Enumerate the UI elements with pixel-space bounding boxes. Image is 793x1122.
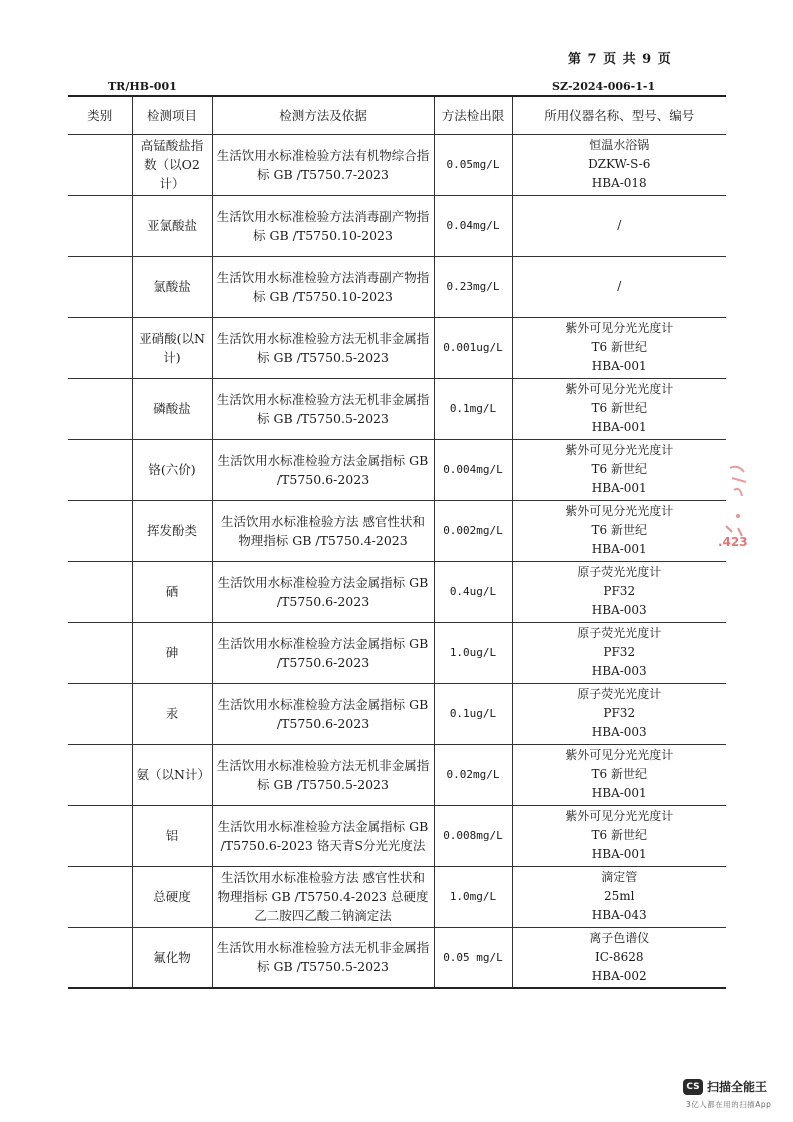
header-limit: 方法检出限 — [434, 96, 512, 134]
instrument-line: 原子荧光光度计 — [577, 687, 662, 701]
instrument-line: HBA-001 — [591, 481, 647, 495]
instrument-line: 紫外可见分光光度计 — [565, 748, 674, 762]
cell-item: 硒 — [132, 561, 212, 622]
instrument-line: DZKW-S-6 — [588, 157, 651, 171]
table-row — [68, 256, 726, 317]
cell-item: 高锰酸盐指数（以O2计） — [132, 134, 212, 195]
cell-instrument — [512, 195, 726, 256]
cell-category — [68, 927, 132, 988]
cell-item: 砷 — [132, 622, 212, 683]
cell-instrument — [512, 378, 726, 439]
cell-limit: 1.0ug/L — [434, 622, 512, 683]
report-number: SZ-2024-006-1-1 — [552, 80, 656, 93]
cell-limit: 0.008mg/L — [434, 805, 512, 866]
test-methods-table — [68, 95, 726, 989]
cell-category — [68, 622, 132, 683]
cell-limit: 0.4ug/L — [434, 561, 512, 622]
cell-method: 生活饮用水标准检验方法 感官性状和物理指标 GB /T5750.4-2023 — [212, 500, 434, 561]
cell-item: 磷酸盐 — [132, 378, 212, 439]
instrument-line: HBA-001 — [591, 786, 647, 800]
cell-category — [68, 500, 132, 561]
document-code: TR/HB-001 — [108, 80, 177, 93]
cell-item: 氯酸盐 — [132, 256, 212, 317]
cell-limit: 0.001ug/L — [434, 317, 512, 378]
instrument-line: T6 新世纪 — [591, 462, 647, 476]
page-number: 第 7 页 共 9 页 — [568, 52, 672, 67]
instrument-line: 紫外可见分光光度计 — [565, 321, 674, 335]
cell-category — [68, 744, 132, 805]
cell-method: 生活饮用水标准检验方法无机非金属指标 GB /T5750.5-2023 — [212, 927, 434, 988]
table-header-row — [68, 96, 726, 134]
cell-category — [68, 866, 132, 927]
instrument-line: T6 新世纪 — [591, 340, 647, 354]
instrument-line: PF32 — [603, 584, 636, 598]
cell-item: 铝 — [132, 805, 212, 866]
instrument-line: T6 新世纪 — [591, 767, 647, 781]
instrument-line: 紫外可见分光光度计 — [565, 809, 674, 823]
cell-instrument — [512, 744, 726, 805]
header-category: 类别 — [68, 96, 132, 134]
instrument-line: 原子荧光光度计 — [577, 565, 662, 579]
header-instrument: 所用仪器名称、型号、编号 — [512, 96, 726, 134]
instrument-line: 紫外可见分光光度计 — [565, 504, 674, 518]
instrument-line: 原子荧光光度计 — [577, 626, 662, 640]
cell-method: 生活饮用水标准检验方法有机物综合指标 GB /T5750.7-2023 — [212, 134, 434, 195]
cell-item: 亚氯酸盐 — [132, 195, 212, 256]
cell-item: 铬(六价) — [132, 439, 212, 500]
instrument-line: PF32 — [603, 706, 636, 720]
cs-logo-icon: CS — [683, 1079, 703, 1095]
table-row — [68, 439, 726, 500]
cell-instrument — [512, 256, 726, 317]
scanner-app-logo — [683, 1078, 767, 1095]
header-item: 检测项目 — [132, 96, 212, 134]
instrument-line: HBA-001 — [591, 542, 647, 556]
cell-method: 生活饮用水标准检验方法金属指标 GB /T5750.6-2023 — [212, 683, 434, 744]
cell-limit: 0.002mg/L — [434, 500, 512, 561]
cell-category — [68, 256, 132, 317]
cell-limit: 1.0mg/L — [434, 866, 512, 927]
cell-method: 生活饮用水标准检验方法消毒副产物指标 GB /T5750.10-2023 — [212, 195, 434, 256]
instrument-line: 紫外可见分光光度计 — [565, 443, 674, 457]
cell-category — [68, 378, 132, 439]
logo-tagline: 3亿人都在用的扫描App — [686, 1100, 772, 1109]
logo-name: 扫描全能王 — [707, 1080, 768, 1094]
cell-limit: 0.004mg/L — [434, 439, 512, 500]
instrument-line: / — [617, 279, 622, 293]
cell-instrument — [512, 683, 726, 744]
cell-method: 生活饮用水标准检验方法消毒副产物指标 GB /T5750.10-2023 — [212, 256, 434, 317]
cell-instrument — [512, 927, 726, 988]
table-row — [68, 195, 726, 256]
cell-limit: 0.02mg/L — [434, 744, 512, 805]
instrument-line: IC-8628 — [594, 949, 644, 964]
instrument-line: 恒温水浴锅 — [589, 138, 650, 152]
cell-limit: 0.05 mg/L — [434, 927, 512, 988]
cell-category — [68, 439, 132, 500]
cell-method: 生活饮用水标准检验方法无机非金属指标 GB /T5750.5-2023 — [212, 378, 434, 439]
instrument-line: HBA-003 — [591, 725, 647, 739]
table-row — [68, 805, 726, 866]
table-row — [68, 561, 726, 622]
table-row — [68, 134, 726, 195]
table-row — [68, 622, 726, 683]
instrument-line: HBA-003 — [591, 664, 647, 678]
instrument-line: T6 新世纪 — [591, 828, 647, 842]
cell-limit: 0.1ug/L — [434, 683, 512, 744]
cell-method: 生活饮用水标准检验方法金属指标 GB /T5750.6-2023 — [212, 622, 434, 683]
table-row — [68, 500, 726, 561]
cell-category — [68, 561, 132, 622]
cell-item: 亚硝酸(以N计) — [132, 317, 212, 378]
svg-text:.423: .423 — [718, 535, 748, 549]
table-row — [68, 378, 726, 439]
cell-instrument — [512, 561, 726, 622]
cell-item: 汞 — [132, 683, 212, 744]
table-row — [68, 317, 726, 378]
cell-instrument — [512, 866, 726, 927]
red-stamp-fragment — [708, 458, 768, 558]
instrument-line: HBA-001 — [591, 359, 647, 373]
cell-instrument — [512, 439, 726, 500]
cell-method: 生活饮用水标准检验方法 感官性状和物理指标 GB /T5750.4-2023 总硬度乙二胺四乙酸二钠滴定法 — [212, 866, 434, 927]
cell-method: 生活饮用水标准检验方法金属指标 GB /T5750.6-2023 铬天青S分光光度法 — [212, 805, 434, 866]
instrument-line: T6 新世纪 — [591, 523, 647, 537]
instrument-line: 滴定管 — [601, 870, 638, 884]
table-row — [68, 927, 726, 988]
cell-limit: 0.23mg/L — [434, 256, 512, 317]
cell-limit: 0.1mg/L — [434, 378, 512, 439]
cell-category — [68, 805, 132, 866]
cell-category — [68, 134, 132, 195]
instrument-line: PF32 — [603, 645, 636, 659]
instrument-line: HBA-001 — [591, 847, 647, 861]
header-method: 检测方法及依据 — [212, 96, 434, 134]
cell-method: 生活饮用水标准检验方法无机非金属指标 GB /T5750.5-2023 — [212, 744, 434, 805]
instrument-line: T6 新世纪 — [591, 401, 647, 415]
cell-instrument — [512, 622, 726, 683]
cell-method: 生活饮用水标准检验方法无机非金属指标 GB /T5750.5-2023 — [212, 317, 434, 378]
cell-limit: 0.04mg/L — [434, 195, 512, 256]
cell-instrument — [512, 500, 726, 561]
cell-category — [68, 683, 132, 744]
instrument-line: HBA-018 — [591, 176, 647, 190]
cell-method: 生活饮用水标准检验方法金属指标 GB /T5750.6-2023 — [212, 439, 434, 500]
table-row — [68, 683, 726, 744]
cell-method: 生活饮用水标准检验方法金属指标 GB /T5750.6-2023 — [212, 561, 434, 622]
table-row — [68, 866, 726, 927]
instrument-line: HBA-002 — [591, 968, 647, 983]
cell-limit: 0.05mg/L — [434, 134, 512, 195]
instrument-line: 离子色谱仪 — [589, 930, 650, 945]
instrument-line: 25ml — [604, 889, 635, 903]
cell-instrument — [512, 134, 726, 195]
instrument-line: HBA-001 — [591, 420, 647, 434]
cell-instrument — [512, 317, 726, 378]
instrument-line: / — [617, 218, 622, 232]
instrument-line: HBA-003 — [591, 603, 647, 617]
cell-item: 氨（以N计） — [132, 744, 212, 805]
cell-category — [68, 195, 132, 256]
cell-item: 挥发酚类 — [132, 500, 212, 561]
instrument-line: HBA-043 — [591, 908, 647, 922]
cell-item: 氟化物 — [132, 927, 212, 988]
cell-category — [68, 317, 132, 378]
cell-item: 总硬度 — [132, 866, 212, 927]
table-row — [68, 744, 726, 805]
instrument-line: 紫外可见分光光度计 — [565, 382, 674, 396]
cell-instrument — [512, 805, 726, 866]
